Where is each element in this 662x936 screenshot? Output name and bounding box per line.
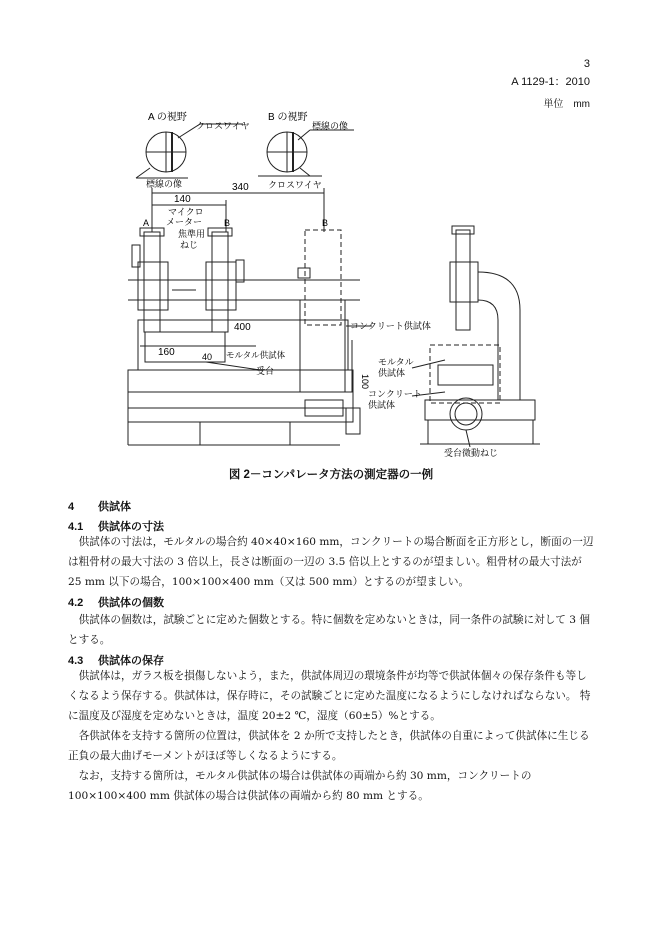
letter-b1: B — [224, 218, 231, 228]
mortar-specimen-label-1: モルタル — [378, 357, 414, 367]
figure-caption: 図 2－コンパレータ方法の測定器の一例 — [228, 469, 434, 481]
section-number: 4 — [68, 501, 75, 513]
fine-adjust-screw-label: 受台微動ねじ — [444, 448, 499, 458]
paragraph-4-2 — [68, 610, 596, 650]
dim-100: 100 — [360, 374, 370, 390]
letter-b2: B — [322, 218, 329, 228]
view-b-label: B の視野 — [268, 112, 308, 123]
focus-screw-label-1: 焦準用 — [178, 229, 206, 239]
concrete-specimen-label: コンクリート供試体 — [350, 321, 431, 331]
section-number: 4.1 — [68, 521, 84, 533]
mortar-specimen-label-2: 供試体 — [378, 368, 406, 378]
section-number: 4.3 — [68, 655, 84, 667]
section-title: 供試体の保存 — [98, 655, 164, 667]
unit-label: 単位 mm — [543, 99, 590, 110]
paragraph-4-3 — [68, 666, 596, 806]
concrete-label-1: コンクリート — [368, 389, 422, 399]
support-label: 受台 — [256, 366, 275, 376]
paragraph-text: なお，支持する箇所は，モルタル供試体の場合は供試体の両端から約 30 mm，コンクリートの 100×100×400 mm 供試体の場合は供試体の両端から約 80 mm とする。 — [68, 770, 532, 802]
micrometer-label-1: マイクロ — [168, 207, 204, 217]
dim-400: 400 — [234, 322, 251, 333]
dim-40: 40 — [202, 352, 213, 362]
dim-160: 160 — [158, 347, 175, 358]
crosswire-b-label: クロスワイヤ — [268, 180, 322, 190]
paragraph-text: 供試体の寸法は，モルタルの場合約 40×40×160 mm，コンクリートの場合断面を正方形とし，断面の一辺は粗骨材の最大寸法の 3 倍以上，長さは断面の一辺の 3.5 倍以上とするのが望ましい。粗骨材の最大寸法が 25 mm 以下の場合，100×100×400 mm（又は 500 mm）とするのが望ましい。 — [68, 536, 594, 588]
letter-a: A — [143, 218, 150, 228]
standard-code: A 1129-1：2010 — [511, 76, 590, 88]
gauge-mark-b-label: 標線の像 — [312, 121, 349, 131]
page-number: 3 — [583, 58, 590, 70]
concrete-label-2: 供試体 — [368, 400, 396, 410]
gauge-mark-a-label: 標線の像 — [146, 179, 183, 189]
dim-340: 340 — [232, 182, 249, 193]
section-4-heading — [68, 498, 131, 514]
section-title: 供試体 — [98, 501, 131, 513]
comparator-figure — [118, 104, 548, 459]
paragraph-4-1 — [68, 532, 596, 592]
paragraph-text: 供試体は，ガラス板を損傷しないよう，また，供試体周辺の環境条件が均等で供試体個々の保存条件も等しくなるよう保存する。供試体は，保存時に，その試験ごとに定めた温度になるようにしなければならない。 特に温度及び湿度を定めないときは，温度 20±2 ℃，湿度（60±5）%とする。 — [68, 670, 591, 722]
section-number: 4.2 — [68, 597, 84, 609]
dim-140: 140 — [174, 194, 191, 205]
micrometer-label-2: メーター — [166, 217, 203, 227]
focus-screw-label-2: ねじ — [180, 240, 199, 250]
section-4-2-heading — [68, 594, 164, 610]
paragraph-text: 各供試体を支持する箇所の位置は，供試体を 2 か所で支持したとき，供試体の自重によって供試体に生じる正負の最大曲げモーメントがほぼ等しくなるようにする。 — [68, 730, 590, 762]
crosswire-a-label: クロスワイヤ — [196, 121, 250, 131]
section-title: 供試体の個数 — [98, 597, 164, 609]
mortar-specimen-small-label: モルタル供試体 — [226, 350, 286, 360]
paragraph-text: 供試体の個数は，試験ごとに定めた個数とする。特に個数を定めないときは，同一条件の試験に対して 3 個とする。 — [68, 614, 590, 646]
view-a-label: A の視野 — [148, 112, 187, 123]
section-title: 供試体の寸法 — [98, 521, 164, 533]
